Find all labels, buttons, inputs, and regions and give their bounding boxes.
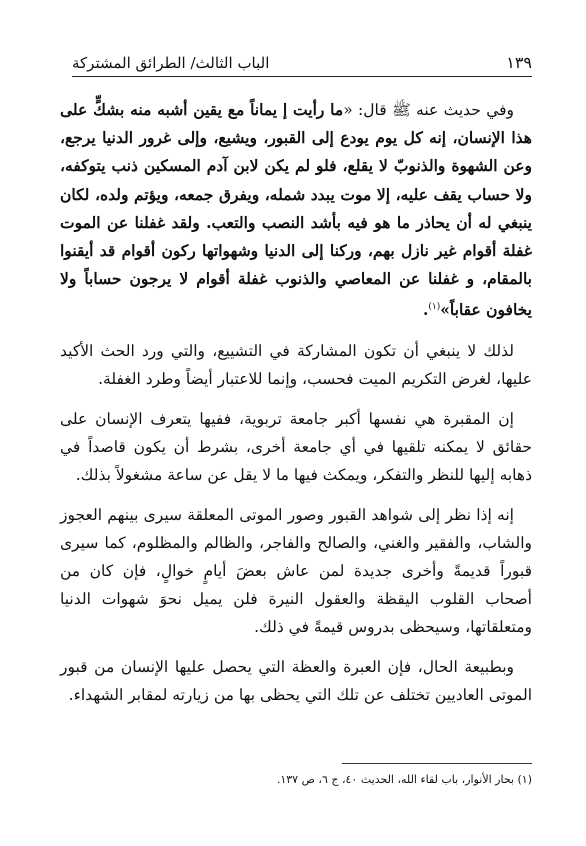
paragraph-2: لذلك لا ينبغي أن تكون المشاركة في التشييع، والتي ورد الحث الأكيد عليها، لغرض التكريم الميت فحسب، وإنما للاعتبار أيضاً وطرد الغفلة. [60, 341, 532, 388]
hadith-paragraph [60, 96, 532, 325]
footnote-divider [342, 763, 532, 764]
chapter-title: الباب الثالث/ الطرائق المشتركة [72, 54, 270, 72]
paragraph-5: وبطبيعة الحال، فإن العبرة والعظة التي يحصل عليها الإنسان من قبور الموتى العاديين تختلف عن تلك التي يحظى بها من زيارته لمقابر الشهداء. [60, 657, 532, 704]
paragraph-4: إنه إذا نظر إلى شواهد القبور وصور الموتى المعلقة سيرى بينهم العجوز والشاب، والفقير والغني، والصالح والفاجر، والظالم والمظلوم، كما سيرى قبوراً قديمةً وأخرى جديدة لمن عاش بعضَ أيامٍ خوالٍ، فإن كان من أصحاب القلوب اليقظة والعقول النيرة فلن يميل نحوَ شهوات الدنيا ومتعلقاتها، وسيحظى بدروس قيمةً في ذلك. [60, 505, 532, 636]
hadith-intro: وفي حديث عنه ﷺ قال: « [343, 101, 515, 119]
footnote-marker: (١) [428, 302, 441, 313]
footnote: (١) بحار الأنوار، باب لقاء الله، الحديث ٤٠، ج ٦، ص ١٣٧. [276, 773, 532, 786]
page-body [60, 96, 532, 721]
page-header [72, 44, 532, 77]
paragraph-3: إن المقبرة هي نفسها أكبر جامعة تربوية، ففيها يتعرف الإنسان على حقائق لا يمكنه تلقيها في أي جامعة أخرى، بشرط أن يكون قاصداً في ذهابه إليها للنظر والتفكر، ويمكث فيها ما لا يقل عن ساعة مشغولاً بذلك. [60, 409, 532, 484]
hadith-text: ما رأيت إ يماناً مع يقين أشبه منه بشكٍّ على هذا الإنسان، إنه كل يوم يودع إلى القبور، ويشيع، وإلى غرور الدنيا يرجع، وعن الشهوة والذنوبّ لا يقلع، فلو لم يكن لابن آدم المسكين ذنب يتوكفه، ولا حساب يقف عليه، إلا موت يبدد شمله، ويفرق جمعه، ويؤتم ولده، لكان ينبغي له أن يحاذر ما هو فيه بأشد النصب والتعب. ولقد غفلنا عن الموت غفلة أقوام غير نازل بهم، وركنا إلى الدنيا وشهواتها ركون أقوام قد أيقنوا بالمقام، و غفلنا عن المعاصي والذنوب غفلة أقوام لا يرجون حساباً ولا يخافون عقاباً» [60, 100, 532, 320]
page-number: ١٣٩ [506, 53, 532, 72]
hadith-end: . [422, 300, 429, 320]
